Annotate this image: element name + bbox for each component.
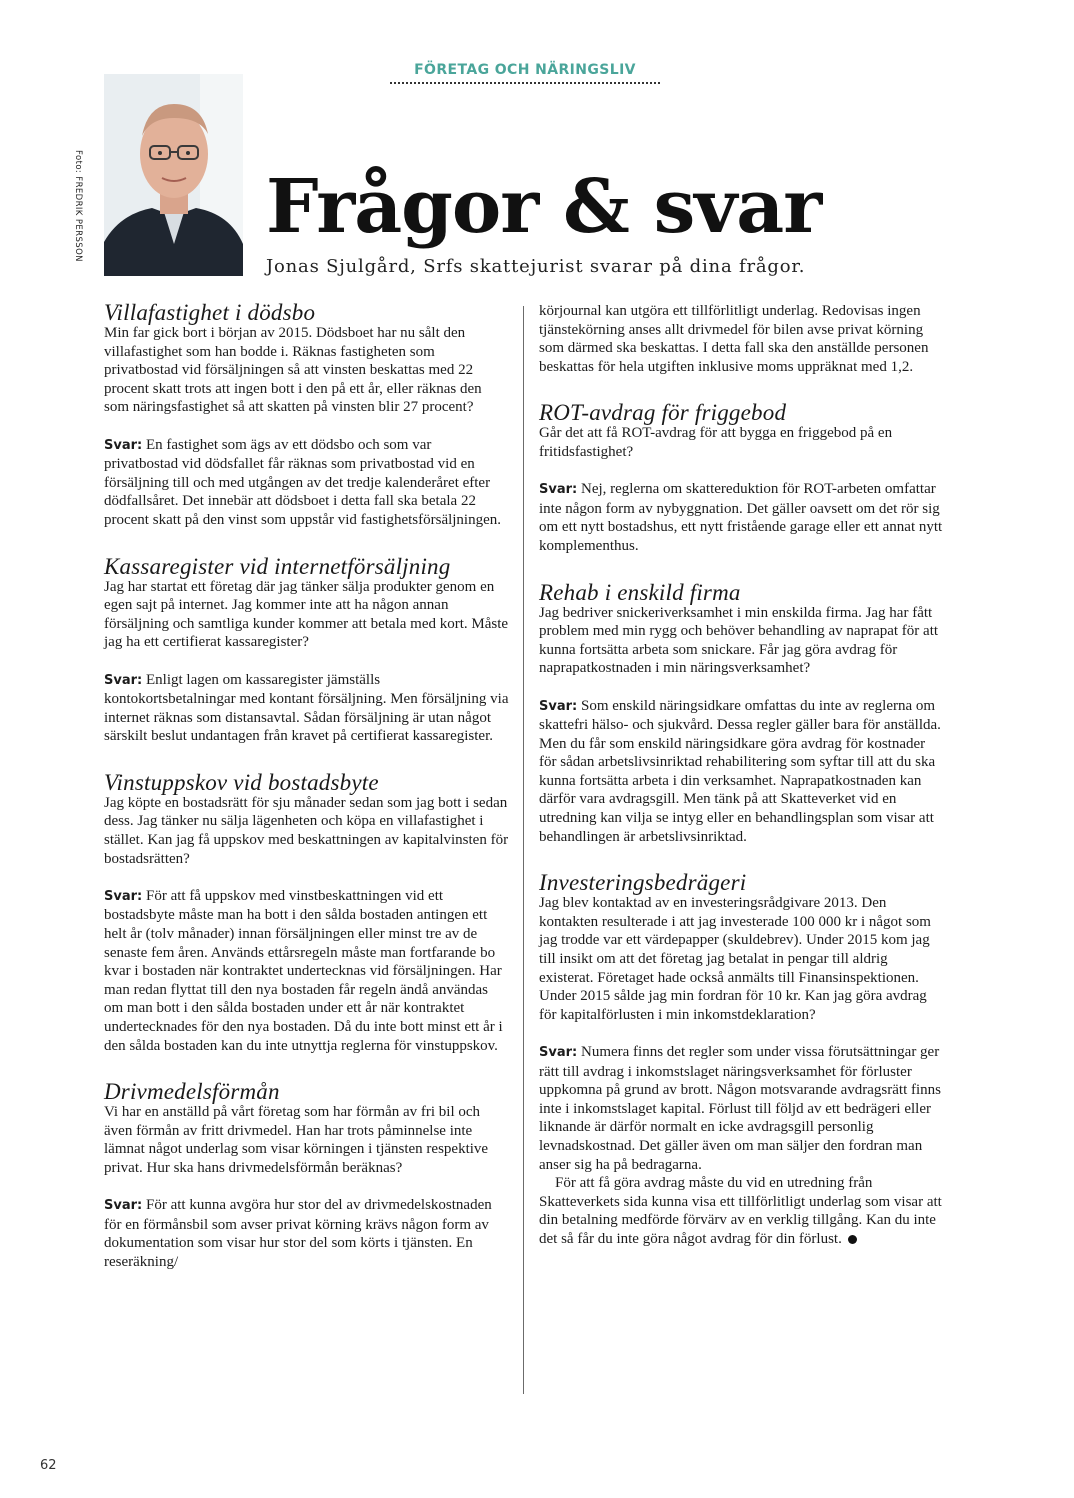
qa-answer	[104, 1196, 509, 1271]
qa-question: Går det att få ROT-avdrag för att bygga en friggebod på en fritidsfastighet?	[539, 425, 893, 460]
end-mark-icon	[848, 1235, 857, 1244]
qa-question: Jag blev kontaktad av en investeringsrådgivare 2013. Den kontakten resulterade i att jag investerade 100 000 kr i något som jag trodde var ett värdepapper (skuldebrev). Under 2015 kom jag till insikt om att det företag jag betalat in pengar till aldrig existerat. Företaget hade också anmälts till Finansinspektionen. Under 2015 sålde jag min fordran för 10 kr. Kan jag göra avdrag för kapitalförlusten i min inkomstdeklaration?	[539, 895, 931, 1023]
svar-label: Svar:	[104, 672, 143, 688]
qa-vinstuppskov	[104, 769, 509, 1055]
qa-heading: Drivmedelsförmån	[104, 1079, 280, 1105]
svar-label: Svar:	[104, 888, 143, 904]
qa-investeringsbedrageri	[539, 872, 944, 1248]
qa-rehab	[539, 579, 944, 847]
qa-answer-text: För att få uppskov med vinstbeskattningen vid ett bostadsbyte måste man ha bott i den sålda bostaden antingen ett helt år (tolv månader) innan försäljningen eller minst tre av de senaste fem åren. Används ettårsregeln måste man fortfarande bo kvar i bostaden när kontraktet undertecknas vid försäljningen. Har man redan flyttat till den nya bostaden får regeln ändå användas om man bott i den sålda bostaden under ett år när kontraktet undertecknades för den nya bostaden. Då du inte bott minst ett år i den sålda bostaden kan du inte utnyttja reglerna för vinstuppskov.	[104, 887, 503, 1054]
section-divider	[390, 82, 660, 84]
qa-kassaregister	[104, 553, 509, 746]
qa-question: Vi har en anställd på vårt företag som har förmån av fri bil och även förmån av fritt drivmedel. Han har trots påminnelse inte lämnat något underlag som visar körningen i tjänsten respektive privat. Hur ska hans drivmedelsförmån beräknas?	[104, 1104, 489, 1176]
qa-villafastighet	[104, 302, 509, 530]
qa-heading: ROT-avdrag för friggebod	[539, 400, 787, 426]
qa-rot-avdrag	[539, 402, 944, 555]
svar-label: Svar:	[539, 482, 578, 498]
column-divider	[523, 306, 524, 1394]
qa-heading: Kassaregister vid internetförsäljning	[104, 553, 451, 579]
qa-answer-text: En fastighet som ägs av ett dödsbo och som var privatbostad vid dödsfallet får räknas som privatbostad vid en försäljning till och med utgången av det tredje kalenderåret efter dödfallsåret. Det innebär att dödsboet i detta fall ska betala 22 procent skatt på den vinst som uppstår vid fastighetsförsäljningen.	[104, 436, 502, 528]
qa-heading: Rehab i enskild firma	[539, 579, 741, 605]
qa-answer-text: Nej, reglerna om skattereduktion för ROT-arbeten omfattar inte någon form av nybyggnation. Det gäller oavsett om det rör sig om ett nytt bostadshus, ett nytt fristående garage eller ett annat nytt komplementhus.	[539, 481, 943, 554]
continuation-text: körjournal kan utgöra ett tillförlitligt underlag. Redovisas ingen tjänstekörning anses allt drivmedel för bilen avse privat körning som därmed ska beskattas. I detta fall ska den anställde personen beskattas för hela utgiften inklusive moms uppräknat med 1,2.	[539, 303, 929, 375]
page-number: 62	[40, 1458, 57, 1473]
qa-answer	[104, 887, 509, 1055]
qa-question: Jag har startat ett företag där jag tänker sälja produkter genom en egen sajt på internet. Jag kommer inte att ha någon annan försäljning och samtliga kunder kommer att betala med kort. Måste jag ha ett certifierat kassaregister?	[104, 578, 509, 651]
qa-question: Min far gick bort i början av 2015. Dödsboet har nu sålt den villafastighet som han bodde i. Räknas fastigheten som privatbostad vid försäljningen så att vinsten beskattas med 22 procent skatt trots att ingen bott i den på ett år, eller räknas den som näringsfastighet så att skatten på vinsten blir 27 procent?	[104, 325, 482, 416]
svar-label: Svar:	[104, 437, 143, 453]
qa-answer	[104, 436, 509, 530]
qa-answer	[539, 1043, 944, 1174]
photo-credit: Foto: FREDRIK PERSSON	[73, 150, 83, 262]
author-portrait	[104, 74, 243, 276]
qa-drivmedelsforman	[104, 1081, 509, 1271]
qa-answer-text: Numera finns det regler som under vissa förutsättningar ger rätt till avdrag i inkomstslaget näringsverksamhet för förluster uppkomna på grund av brott. Någon motsvarande avdragsrätt finns inte i inkomstslaget kapital. Förlust till följd av ett bedrägeri eller liknande är därför normalt en icke avdragsgill personlig levnadskostnad. Det gäller även om man säljer den fordran man anser sig ha på bedragarna.	[539, 1044, 941, 1173]
section-label: FÖRETAG OCH NÄRINGSLIV	[414, 62, 636, 78]
left-column	[104, 302, 509, 1298]
page-subtitle: Jonas Sjulgård, Srfs skattejurist svarar på dina frågor.	[266, 256, 806, 277]
qa-heading: Vinstuppskov vid bostadsbyte	[104, 769, 379, 795]
right-column	[539, 302, 944, 1275]
svar-label: Svar:	[104, 1198, 143, 1214]
qa-answer	[104, 671, 509, 746]
svar-label: Svar:	[539, 1045, 578, 1060]
qa-answer-text: Enligt lagen om kassaregister jämställs kontokortsbetalningar med kontant försäljning. Men försäljning via internet räknas som distansavtal. Sådan försäljning är utan något särskilt beslut undantagen från kravet på certifierat kassaregister.	[104, 671, 509, 745]
qa-answer-text: Som enskild näringsidkare omfattas du inte av reglerna om skattefri hälso- och sjukvård. Dessa regler gäller bara för anställda. Men du får som enskild näringsidkare göra avdrag för kostnader för sådan arbetslivsinriktad rehabilitering som syftar till att du ska kunna fortsätta arbeta i din verksamhet. Naprapatkostnaden kan därför vara avdragsgill. Men tänk på att Skatteverket vid en utredning kan vilja se intyg eller en behandlingsplan som visar att behandlingen är arbetslivsinriktad.	[539, 697, 941, 845]
qa-answer	[539, 480, 944, 555]
qa-heading: Villafastighet i dödsbo	[104, 300, 316, 325]
svar-label: Svar:	[539, 698, 578, 714]
qa-question: Jag bedriver snickeriverksamhet i min enskilda firma. Jag har fått problem med min rygg och behöver behandling av naprapat för att kunna fortsätta arbeta som snickare. Får jag göra avdrag för naprapatkostnaden i min näringsverksamhet?	[539, 604, 939, 677]
qa-answer-text-2: För att få göra avdrag måste du vid en utredning från Skatteverkets sida kunna visa ett tillförlitligt underlag som visar att din betalning medförde förvärv av en verklig tillgång. Kan du inte det så får du inte göra något avdrag för din förlust.	[539, 1175, 942, 1247]
continued-answer	[539, 302, 944, 376]
qa-heading: Investeringsbedrägeri	[539, 870, 747, 896]
qa-answer-continued	[539, 1174, 944, 1248]
qa-answer	[539, 697, 944, 847]
page-title: Frågor & svar	[266, 164, 822, 250]
author-photo	[104, 74, 243, 276]
qa-question: Jag köpte en bostadsrätt för sju månader sedan som jag bott i sedan dess. Jag tänker nu sälja lägenheten och köpa en villafastighet i stället. Kan jag få uppskov med beskattningen av kapitalvinsten för bostadsrätten?	[104, 794, 509, 867]
qa-answer-text: För att kunna avgöra hur stor del av drivmedelskostnaden för en förmånsbil som avser privat körning krävs någon form av dokumentation som visar hur stor del som körts i tjänsten. En reseräkning/	[104, 1197, 492, 1270]
